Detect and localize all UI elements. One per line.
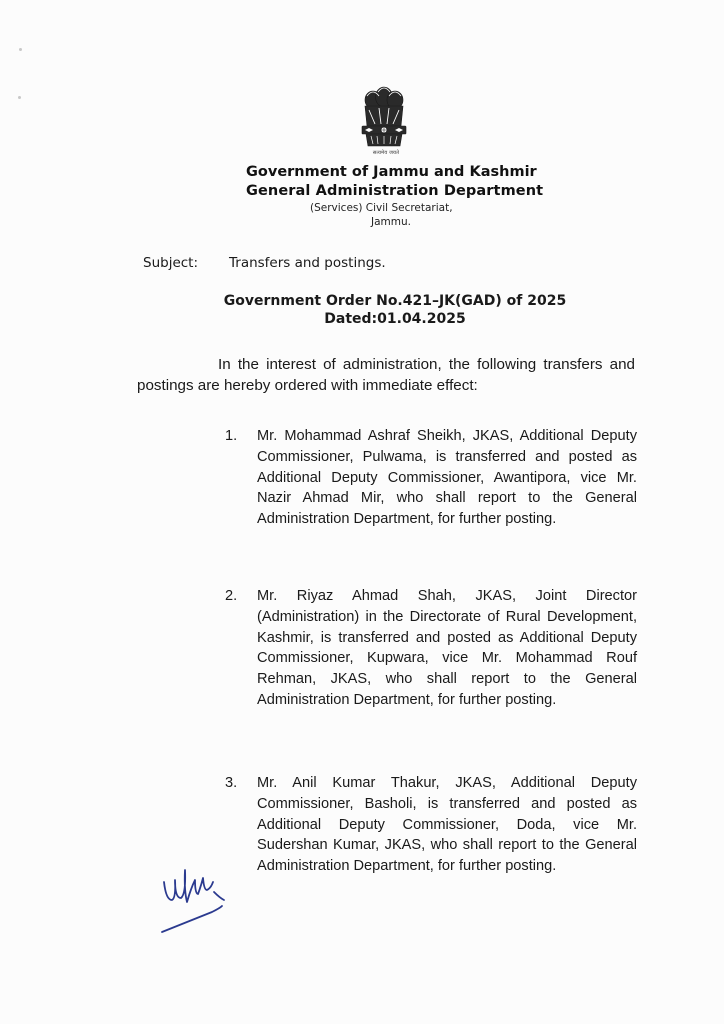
- subject-text: Transfers and postings.: [229, 255, 386, 271]
- government-name: Government of Jammu and Kashmir: [246, 164, 537, 180]
- emblem-motto: सत्यमेव जयते: [372, 150, 400, 156]
- list-item: [225, 773, 637, 877]
- office-address: (Services) Civil Secretariat,: [310, 202, 453, 214]
- handwritten-signature: [156, 862, 246, 940]
- item-number: 3.: [225, 775, 238, 791]
- list-item: [225, 426, 637, 530]
- office-city: Jammu.: [371, 216, 411, 228]
- intro-paragraph: [137, 354, 635, 396]
- list-item: [225, 586, 637, 711]
- order-date: Dated:01.04.2025: [324, 311, 466, 327]
- item-text: Mr. Mohammad Ashraf Sheikh, JKAS, Additional Deputy Commissioner, Pulwama, is transferred and posted as Additional Deputy Commissioner, Awantipora, vice Mr. Nazir Ahmad Mir, who shall report to the General Administration Department, for further posting.: [257, 428, 637, 528]
- item-number: 2.: [225, 588, 238, 604]
- subject-line: [143, 254, 386, 272]
- intro-text: In the interest of administration, the following transfers and postings are hereby ordered with immediate effect:: [137, 356, 635, 394]
- order-number: Government Order No.421–JK(GAD) of 2025: [223, 293, 567, 309]
- department-name: General Administration Department: [246, 183, 544, 199]
- order-heading: [210, 292, 580, 328]
- item-number: 1.: [225, 428, 238, 444]
- item-text: Mr. Anil Kumar Thakur, JKAS, Additional Deputy Commissioner, Basholi, is transferred and posted as Additional Deputy Commissioner, Doda, vice Mr. Sudershan Kumar, JKAS, who shall report to the General Administration Department, for further posting.: [257, 775, 637, 875]
- letterhead: [246, 163, 566, 229]
- scan-speck: [18, 96, 21, 99]
- item-text: Mr. Riyaz Ahmad Shah, JKAS, Joint Director (Administration) in the Directorate of Rural Development, Kashmir, is transferred and posted as Additional Deputy Commissioner, Kupwara, vice Mr. Mohammad Rouf Rehman, JKAS, who shall report to the General Administration Department, for further posting.: [257, 588, 637, 708]
- scan-speck: [19, 48, 22, 51]
- subject-label: Subject:: [143, 255, 199, 271]
